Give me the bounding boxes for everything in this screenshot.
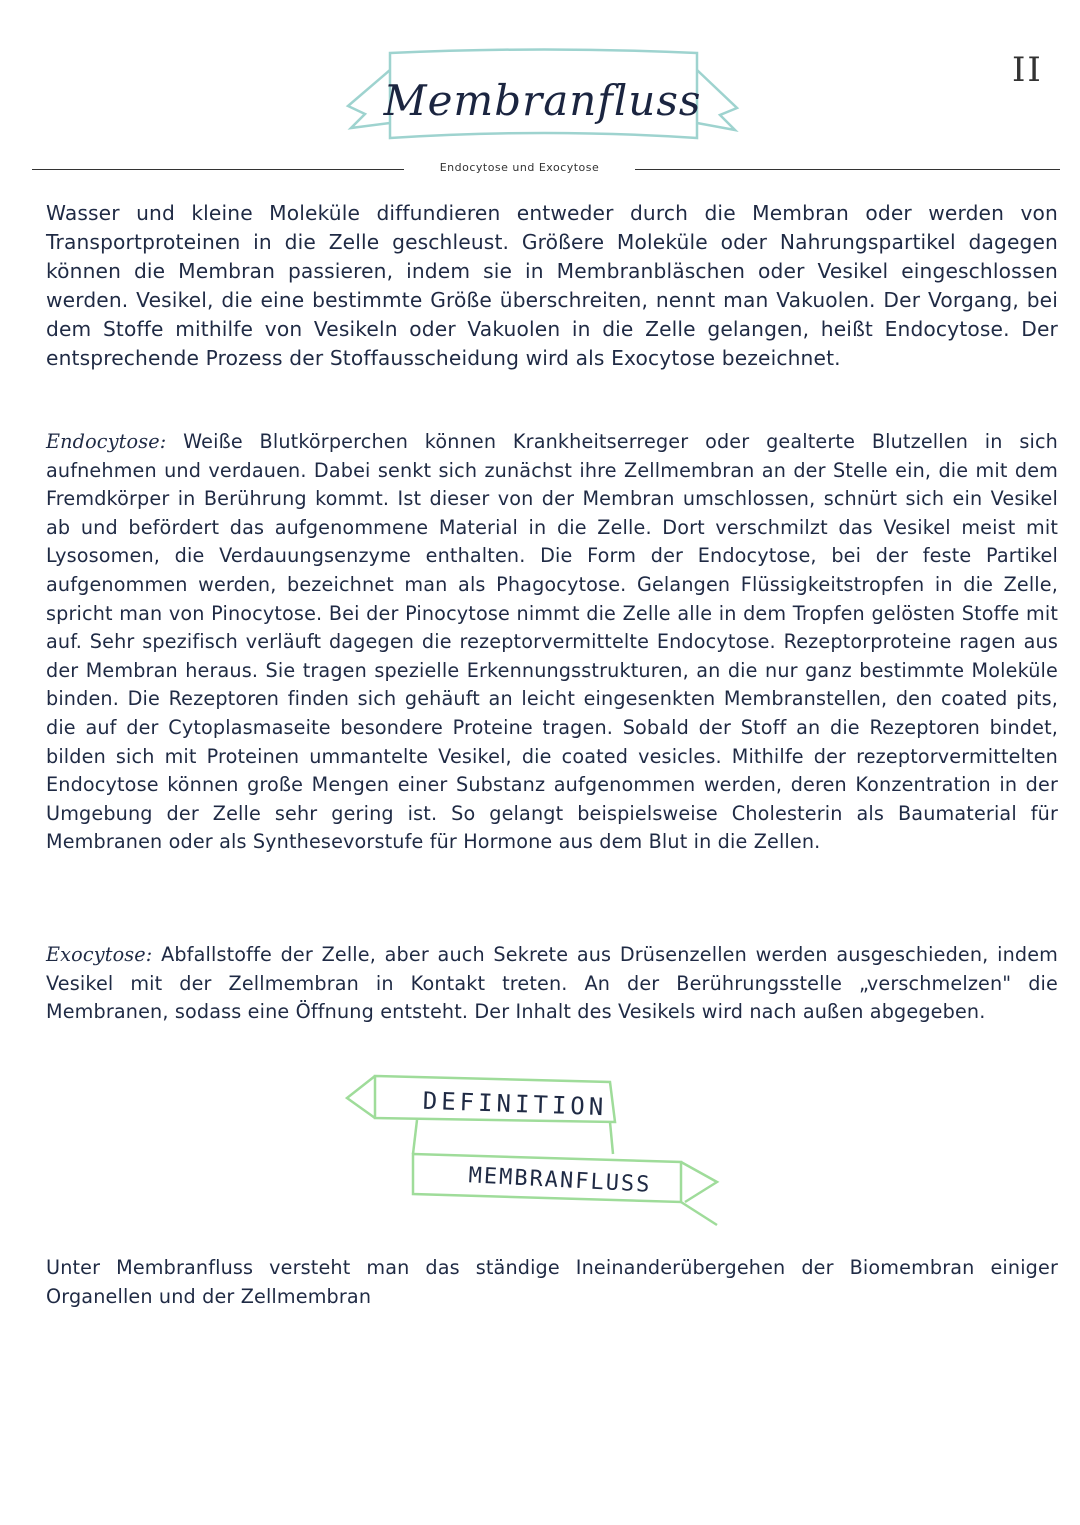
page-number: II (1012, 50, 1043, 90)
endocytose-heading: Endocytose: (46, 430, 167, 453)
definition-term: MEMBRANFLUSS (467, 1163, 652, 1198)
title-banner (345, 48, 740, 148)
header-rule-left (32, 169, 404, 170)
definition-banner (345, 1070, 725, 1230)
page-title: Membranfluss (383, 76, 702, 125)
header-rule-right (635, 169, 1060, 170)
exocytose-text: Abfallstoffe der Zelle, aber auch Sekrete aus Drüsenzellen werden ausgeschieden, indem Vesikel mit der Zellmembran in Kontakt treten. An der Berührungsstelle „verschmelzen" die Membranen, sodass eine Öffnung entsteht. Der Inhalt des Vesikels wird nach außen abgegeben. (46, 943, 1059, 1024)
definition-label: DEFINITION (422, 1086, 608, 1122)
intro-paragraph: Wasser und kleine Moleküle diffundieren entweder durch die Membran oder werden von Transportproteinen in die Zelle geschleust. Größere Moleküle oder Nahrungspartikel dagegen können die Membran passieren, indem sie in Membranbläschen oder Vesikel eingeschlossen werden. Vesikel, die eine bestimmte Größe überschreiten, nennt man Vakuolen. Der Vorgang, bei dem Stoffe mithilfe von Vesikeln oder Vakuolen in die Zelle gelangen, heißt Endocytose. Der entsprechende Prozess der Stoffausscheidung wird als Exocytose bezeichnet. (46, 201, 1058, 370)
endocytose-paragraph (46, 428, 1058, 857)
endocytose-text: Weiße Blutkörperchen können Krankheitserreger oder gealterte Blutzellen in sich aufnehmen und verdauen. Dabei senkt sich zunächst ihre Zellmembran an der Stelle ein, die mit dem Fremdkörper in Berührung kommt. Ist dieser von der Membran umschlossen, schnürt sich ein Vesikel ab und befördert das aufgenommene Material in die Zelle. Dort verschmilzt das Vesikel meist mit Lysosomen, die Verdauungsenzyme enthalten. Die Form der Endocytose, bei der feste Partikel aufgenommen werden, bezeichnet man als Phagocytose. Gelangen Flüssigkeitstropfen in die Zelle, spricht man von Pinocytose. Bei der Pinocytose nimmt die Zelle alle in dem Tropfen gelösten Stoffe mit auf. Sehr spezifisch verläuft dagegen die rezeptorvermittelte Endocytose. Rezeptorproteine ragen aus der Membran heraus. Sie tragen spezielle Erkennungsstrukturen, an die nur ganz bestimmte Moleküle binden. Die Rezeptoren finden sich gehäuft an leicht eingesenkten Membranstellen, den coated pits, die auf der Cytoplasmaseite besondere Proteine tragen. Sobald der Stoff an die Rezeptoren bindet, bilden sich mit Proteinen ummantelte Vesikel, die coated vesicles. Mithilfe der rezeptorvermittelten Endocytose können große Mengen einer Substanz aufgenommen werden, deren Konzentration in der Umgebung der Zelle sehr gering ist. So gelangt beispielsweise Cholesterin als Baumaterial für Membranen oder als Synthesevorstufe für Hormone aus dem Blut in die Zellen. (46, 430, 1058, 854)
page-subtitle: Endocytose und Exocytose (439, 161, 600, 174)
exocytose-paragraph (46, 941, 1058, 1027)
definition-paragraph: Unter Membranfluss versteht man das ständige Ineinanderübergehen der Biomembran einiger Organellen und der Zellmembran (46, 1256, 1058, 1308)
exocytose-heading: Exocytose: (46, 943, 153, 966)
